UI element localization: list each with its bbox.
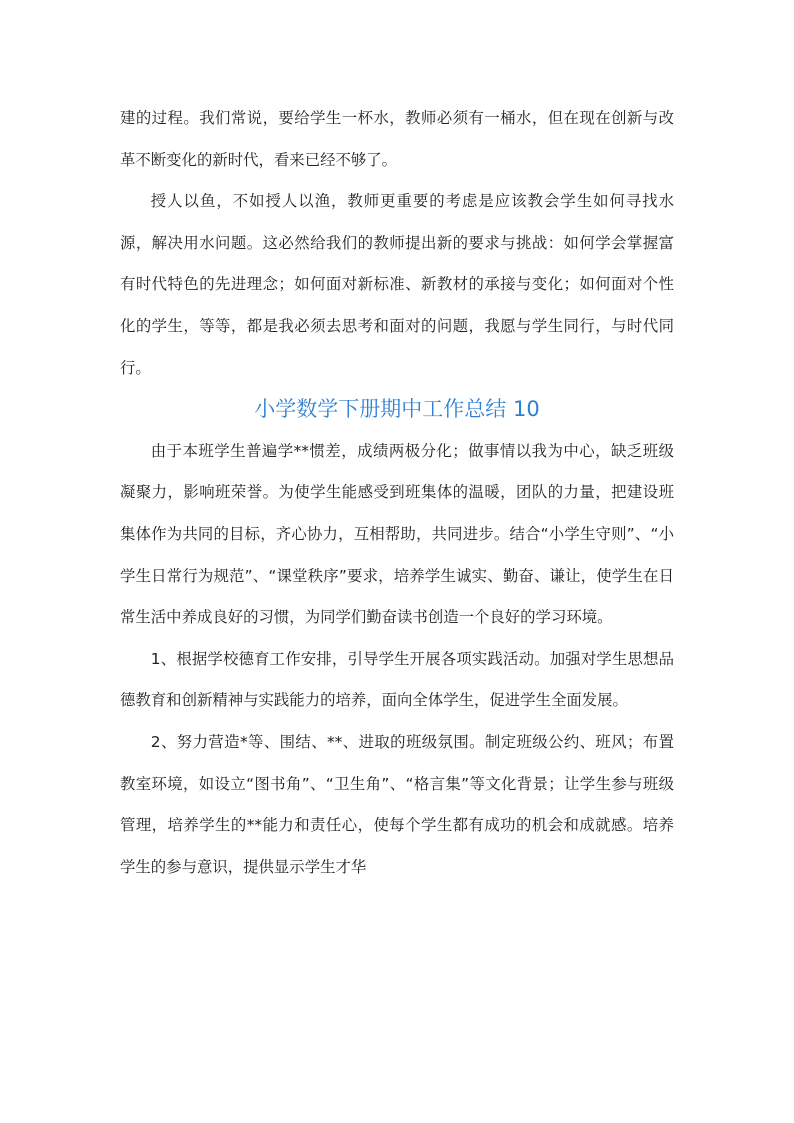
paragraph-3: 由于本班学生普遍学**惯差，成绩两极分化；做事情以我为中心，缺乏班级凝聚力，影响班荣誉。为使学生能感受到班集体的温暖，团队的力量，把建设班集体作为共同的目标，齐心协力，互相帮助，共同进步。结合“小学生守则”、“小学生日常行为规范”、“课堂秩序”要求，培养学生诚实、勤奋、谦让，使学生在日常生活中养成良好的习惯，为同学们勤奋读书创造一个良好的学习环境。 — [120, 441, 674, 627]
paragraph-2: 授人以鱼，不如授人以渔，教师更重要的考虑是应该教会学生如何寻找水源，解决用水问题。这必然给我们的教师提出新的要求与挑战：如何学会掌握富有时代特色的先进理念；如何面对新标准、新教材的承接与变化；如何面对个性化的学生，等等，都是我必须去思考和面对的问题，我愿与学生同行，与时代同行。 — [120, 192, 674, 377]
document-page — [120, 98, 674, 888]
paragraph-4: 1、根据学校德育工作安排，引导学生开展各项实践活动。加强对学生思想品德教育和创新精神与实践能力的培养，面向全体学生，促进学生全面发展。 — [120, 649, 674, 710]
section-heading: 小学数学下册期中工作总结 10 — [254, 397, 540, 422]
paragraph-1: 建的过程。我们常说，要给学生一杯水，教师必须有一桶水，但在现在创新与改革不断变化的新时代，看来已经不够了。 — [120, 109, 674, 169]
paragraph-5: 2、努力营造*等、围结、**、进取的班级氛围。制定班级公约、班风；布置教室环境，如设立“图书角”、“卫生角”、“格言集”等文化背景；让学生参与班级管理，培养学生的**能力和责任心，使每个学生都有成功的机会和成就感。培养学生的参与意识，提供显示学生才华 — [120, 732, 674, 876]
